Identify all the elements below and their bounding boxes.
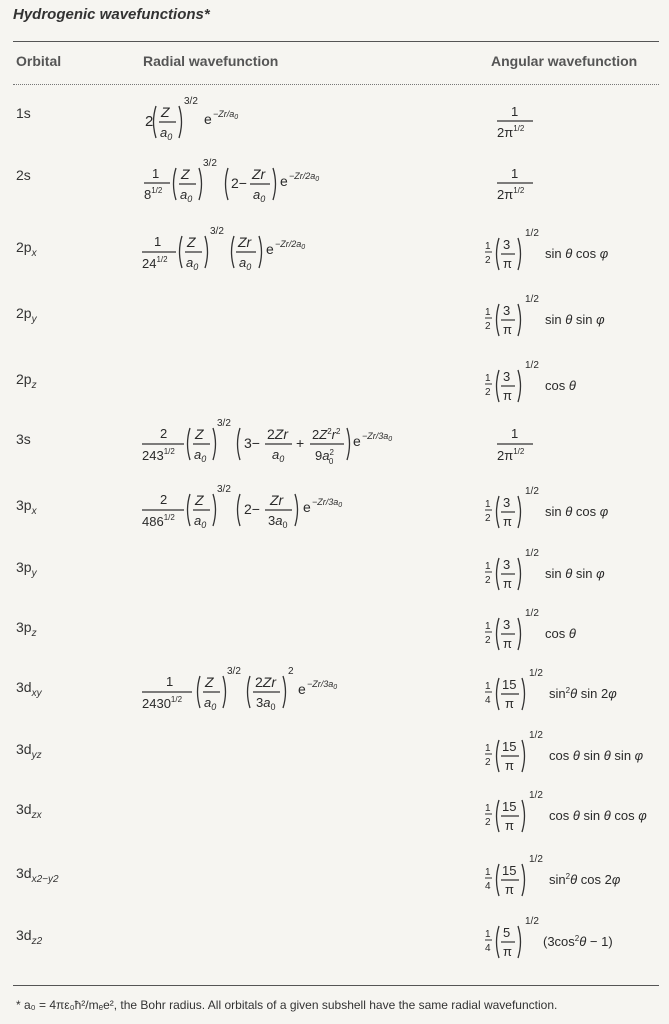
svg-text:(3cos2θ − 1): $(3\cos^2\theta - 1)$	[543, 934, 613, 949]
radial-2p	[140, 226, 470, 286]
svg-text:15: 15	[502, 677, 517, 692]
svg-text:a0: $a_0$	[204, 695, 217, 712]
angular-3dxy	[485, 666, 665, 726]
svg-text:a0: $a_0$	[160, 125, 173, 142]
svg-text:81/2: $8^{1/2}$	[144, 186, 163, 202]
svg-text:15: 15	[502, 799, 517, 814]
svg-text:3: 3	[503, 369, 511, 384]
orbital-label: 3s	[16, 431, 31, 447]
svg-text:2: 2	[485, 513, 491, 524]
svg-text:1: 1	[485, 867, 491, 878]
svg-text:Zr: Zr	[252, 166, 266, 182]
svg-text:3: 3	[503, 617, 511, 632]
table-row	[0, 546, 669, 606]
svg-text:a0: $a_0$	[239, 255, 252, 272]
svg-text:+: +	[296, 435, 305, 451]
svg-text:3: 3	[503, 237, 511, 252]
svg-text:1/2: 1/2	[529, 730, 543, 741]
svg-text:1/2: 1/2	[525, 608, 539, 619]
svg-text:2: 2	[160, 426, 168, 441]
svg-text:sin2θ cos 2φ: $\sin^2\theta$ cos 2φ	[549, 872, 621, 887]
orbital-label: $3d_{yz}$	[16, 741, 42, 761]
svg-text:2: 2	[485, 757, 491, 768]
angular-3dx2y2	[485, 852, 665, 912]
svg-text:Zr: Zr	[270, 492, 284, 508]
table-row	[0, 154, 669, 214]
svg-text:1/2: 1/2	[525, 548, 539, 559]
svg-text:15: 15	[502, 739, 517, 754]
svg-text:3a0: $3a_0$	[268, 513, 288, 530]
svg-text:1: 1	[485, 499, 491, 510]
svg-text:π: π	[503, 576, 512, 591]
angular-3dz2	[485, 914, 665, 974]
svg-text:sin θ cos φ: sin θ cos φ	[545, 246, 609, 261]
svg-text:1: 1	[485, 743, 491, 754]
svg-text:2: 2	[485, 387, 491, 398]
header-radial: Radial wavefunction	[143, 53, 279, 69]
svg-text:1: 1	[511, 426, 519, 441]
svg-text:1: 1	[485, 241, 491, 252]
svg-text:π: π	[505, 882, 514, 897]
angular-3dyz	[485, 728, 665, 788]
orbital-label: $3d_{z2}$	[16, 927, 43, 947]
svg-text:9a20: $9a^2$ 0	[315, 448, 334, 466]
svg-text:1: 1	[152, 166, 160, 181]
svg-text:a0: $a_0$	[186, 255, 199, 272]
table-row	[0, 358, 669, 418]
svg-text:2−: 2−	[244, 501, 260, 517]
svg-text:cos θ sin θ sin φ: cos θ sin θ sin φ	[549, 748, 644, 763]
svg-text:3: 3	[503, 303, 511, 318]
svg-text:1: 1	[511, 166, 519, 181]
svg-text:a0: $a_0$	[194, 513, 207, 530]
svg-text:2: 2	[485, 321, 491, 332]
svg-text:Z: Z	[195, 492, 204, 508]
angular-1s	[485, 92, 665, 152]
svg-text:2: 2	[485, 635, 491, 646]
svg-text:3/2: 3/2	[203, 158, 217, 169]
svg-text:1: 1	[485, 803, 491, 814]
table-row	[0, 914, 669, 974]
svg-text:e: e	[204, 111, 212, 127]
orbital-label: $2p_z$	[16, 371, 37, 391]
svg-text:2Zr: 2Zr	[255, 674, 277, 690]
orbital-label: $2p_y$	[16, 305, 37, 325]
svg-text:1/2: 1/2	[525, 916, 539, 927]
svg-text:2π1/2: $2\pi^{1/2}$	[497, 186, 525, 202]
svg-text:a0: $a_0$	[194, 447, 207, 464]
svg-text:1: 1	[166, 674, 174, 689]
orbital-label: $3d_{x2-y2}$	[16, 865, 59, 885]
svg-text:Zr: Zr	[238, 234, 252, 250]
angular-3px	[485, 484, 665, 544]
angular-2py	[485, 292, 665, 352]
angular-3pz	[485, 606, 665, 666]
svg-text:e: e	[353, 433, 361, 449]
angular-2pz	[485, 358, 665, 418]
header-divider	[13, 84, 659, 85]
svg-text:sin θ cos φ: sin θ cos φ	[545, 504, 609, 519]
svg-text:−Zr/3a0: $-Zr/3a_0$	[307, 679, 338, 691]
svg-text:1: 1	[485, 929, 491, 940]
svg-text:cos θ: cos θ	[545, 626, 576, 641]
svg-text:−Zr/2a0: $-Zr/2a_0$	[289, 171, 320, 183]
svg-text:4: 4	[485, 695, 491, 706]
table-row	[0, 788, 669, 848]
svg-text:3−: 3−	[244, 435, 260, 451]
svg-text:π: π	[503, 514, 512, 529]
svg-text:a0: $a_0$	[272, 447, 285, 464]
angular-2s	[485, 154, 665, 214]
svg-text:−Zr/2a0: $-Zr/2a_0$	[275, 239, 306, 251]
svg-text:sin θ sin φ: sin θ sin φ	[545, 312, 605, 327]
svg-text:1/2: 1/2	[529, 790, 543, 801]
svg-text:e: e	[298, 681, 306, 697]
svg-text:sin θ sin φ: sin θ sin φ	[545, 566, 605, 581]
svg-text:π: π	[503, 944, 512, 959]
svg-text:3: 3	[503, 495, 511, 510]
svg-text:−Zr/3a0: $-Zr/3a_0$	[362, 431, 393, 443]
radial-3p	[140, 484, 470, 544]
svg-text:Z: Z	[205, 674, 214, 690]
svg-text:π: π	[505, 818, 514, 833]
svg-text:2π1/2: $2\pi^{1/2}$	[497, 447, 525, 463]
svg-text:Z: Z	[195, 426, 204, 442]
bottom-rule	[13, 985, 659, 986]
svg-text:24301/2: $2430^{1/2}$	[142, 695, 183, 711]
svg-text:e: e	[303, 499, 311, 515]
svg-text:1/2: 1/2	[529, 668, 543, 679]
angular-2px	[485, 226, 665, 286]
table-row	[0, 852, 669, 912]
table-row	[0, 226, 669, 286]
orbital-label: $3p_z$	[16, 619, 37, 639]
svg-text:3/2: 3/2	[217, 484, 231, 495]
svg-text:2431/2: $243^{1/2}$	[142, 447, 175, 463]
table-row	[0, 418, 669, 478]
svg-text:cos θ sin θ cos φ: cos θ sin θ cos φ	[549, 808, 647, 823]
svg-text:2−: 2−	[231, 175, 247, 191]
table-row	[0, 292, 669, 352]
svg-text:3/2: 3/2	[210, 226, 224, 237]
svg-text:π: π	[503, 388, 512, 403]
table-row	[0, 484, 669, 544]
orbital-label: $2p_x$	[16, 239, 37, 259]
radial-2s	[140, 154, 470, 214]
page-title: Hydrogenic wavefunctions*	[13, 6, 210, 23]
svg-text:1: 1	[511, 104, 519, 119]
svg-text:1/2: 1/2	[525, 486, 539, 497]
svg-text:4861/2: $486^{1/2}$	[142, 513, 175, 529]
orbital-label: 2s	[16, 167, 31, 183]
svg-text:2: 2	[288, 666, 294, 677]
svg-text:1: 1	[485, 373, 491, 384]
svg-text:2Z2r2: $2Z^2r^2$	[312, 427, 341, 442]
svg-text:1: 1	[485, 621, 491, 632]
svg-text:1/2: 1/2	[529, 854, 543, 865]
svg-text:a0: $a_0$	[253, 187, 266, 204]
svg-text:cos θ: cos θ	[545, 378, 576, 393]
svg-text:Z: Z	[161, 104, 170, 120]
svg-text:1: 1	[485, 681, 491, 692]
svg-text:3/2: 3/2	[217, 418, 231, 429]
svg-text:π: π	[503, 256, 512, 271]
svg-text:3: 3	[503, 557, 511, 572]
svg-text:1/2: 1/2	[525, 294, 539, 305]
header-orbital: Orbital	[16, 53, 62, 69]
svg-text:e: e	[266, 241, 274, 257]
svg-text:Z: Z	[181, 166, 190, 182]
footnote: * a₀ = 4πε₀ħ²/mₑe², the Bohr radius. All orbitals of a given subshell have the same radial wavefunction.	[16, 998, 558, 1012]
svg-text:1: 1	[485, 561, 491, 572]
svg-text:2π1/2: $2\pi^{1/2}$	[497, 124, 525, 140]
svg-text:π: π	[503, 322, 512, 337]
svg-text:sin2θ sin 2φ: $\sin^2\theta$ sin 2φ	[549, 686, 617, 701]
svg-text:e: e	[280, 173, 288, 189]
svg-text:2: 2	[145, 113, 154, 130]
angular-3s	[485, 418, 665, 478]
svg-text:3a0: $3a_0$	[256, 695, 276, 712]
svg-text:π: π	[503, 636, 512, 651]
svg-text:π: π	[505, 696, 514, 711]
angular-3dzx	[485, 788, 665, 848]
table-row	[0, 92, 669, 152]
orbital-label: $3p_y$	[16, 559, 37, 579]
svg-text:4: 4	[485, 943, 491, 954]
svg-text:15: 15	[502, 863, 517, 878]
svg-text:241/2: $24^{1/2}$	[142, 255, 168, 271]
svg-text:4: 4	[485, 881, 491, 892]
table-row	[0, 666, 669, 726]
table-row	[0, 728, 669, 788]
svg-text:2: 2	[485, 255, 491, 266]
svg-text:−Zr/3a0: $-Zr/3a_0$	[312, 497, 343, 509]
svg-text:2Zr: 2Zr	[267, 426, 289, 442]
top-rule	[13, 41, 659, 42]
radial-1s	[140, 92, 470, 152]
svg-text:5: 5	[503, 925, 511, 940]
table-row	[0, 606, 669, 666]
orbital-label: 1s	[16, 105, 31, 121]
radial-3s	[140, 418, 470, 478]
svg-text:Z: Z	[187, 234, 196, 250]
svg-text:2: 2	[485, 575, 491, 586]
svg-text:3/2: 3/2	[184, 96, 198, 107]
header-angular: Angular wavefunction	[491, 53, 638, 69]
radial-3d	[140, 666, 470, 726]
orbital-label: $3d_{xy}$	[16, 679, 42, 699]
svg-text:2: 2	[160, 492, 168, 507]
svg-text:1/2: 1/2	[525, 228, 539, 239]
svg-text:1: 1	[485, 307, 491, 318]
svg-text:1/2: 1/2	[525, 360, 539, 371]
orbital-label: $3p_x$	[16, 497, 37, 517]
svg-text:3/2: 3/2	[227, 666, 241, 677]
angular-3py	[485, 546, 665, 606]
svg-text:1: 1	[154, 234, 162, 249]
svg-text:π: π	[505, 758, 514, 773]
svg-text:−Zr/a0: $-Zr/a_0$	[213, 109, 239, 121]
svg-text:a0: $a_0$	[180, 187, 193, 204]
orbital-label: $3d_{zx}$	[16, 801, 42, 821]
svg-text:2: 2	[485, 817, 491, 828]
